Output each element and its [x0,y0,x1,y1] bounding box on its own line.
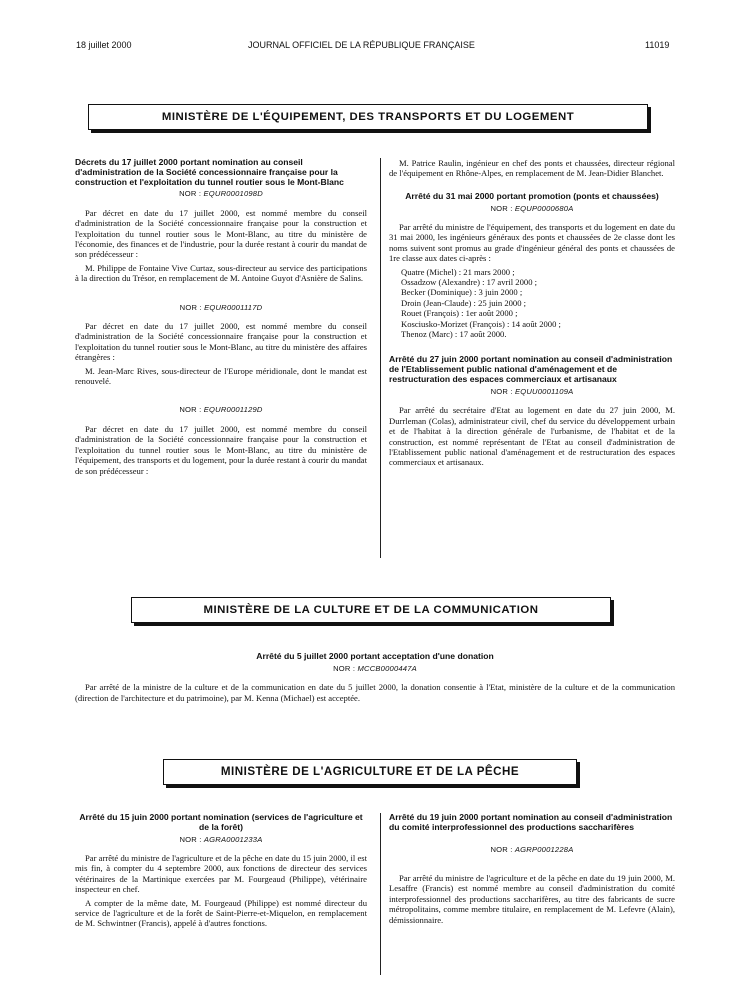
list-item: Becker (Dominique) : 3 juin 2000 ; [401,287,523,298]
list-item: Rouet (François) : 1er août 2000 ; [401,308,518,319]
nor-prefix: NOR : [490,844,513,854]
list-item: Thenoz (Marc) : 17 août 2000. [401,329,507,340]
arrete-heading: Arrêté du 27 juin 2000 portant nomination au conseil d'administration de l'Etablissement public national d'aménagement et de restructuration des espaces commerciaux et artisanaux [389,354,673,385]
equipement-left-column [75,158,367,479]
agriculture-left-column [75,813,367,932]
arrete-heading: Arrêté du 5 juillet 2000 portant acceptation d'une donation [256,651,494,661]
nor-reference [75,405,367,415]
ministry-equipement-title [88,104,648,130]
ministry-agriculture-title-text: MINISTÈRE DE L'AGRICULTURE ET DE LA PÊCHE [220,765,520,778]
nor-reference [75,664,675,674]
ministry-culture-title-text: MINISTÈRE DE LA CULTURE ET DE LA COMMUNICATION [203,604,539,616]
paragraph: M. Patrice Raulin, ingénieur en chef des ponts et chaussées, directeur régional de l'équipement en Rhône-Alpes, en remplacement de M. Jean-Didier Blanchet. [389,158,675,179]
paragraph: A compter de la même date, M. Fourgeaud (Philippe) est nommé directeur du service de l'agriculture et de la forêt de Saint-Pierre-et-Miquelon, en remplacement de M. Schwintner (Francis), appelé à d'autres fonctions. [75,897,367,929]
arrete-heading: Arrêté du 15 juin 2000 portant nomination (services de l'agriculture et de la forêt) [79,812,363,832]
arrete-heading: Arrêté du 31 mai 2000 portant promotion (ponts et chaussées) [405,190,659,201]
promotion-list [389,267,675,340]
nor-reference [389,387,675,397]
paragraph: Par arrêté de la ministre de la culture et de la communication en date du 5 juillet 2000, la donation consentie à l'Etat, ministère de la culture et de la communication (direction de l'architecture et du patrimoine), par M. Kenna (Michael) est acceptée. [75,682,675,703]
page-number: 11019 [645,40,670,50]
paragraph: Par décret en date du 17 juillet 2000, est nommé membre du conseil d'administration de la Société concessionnaire française pour la construction et l'exploitation du tunnel routier sous le Mont-Blanc, au titre du ministère de l'équipement, des transports et du logement, pour la durée restant à courir du mandat de son prédécesseur : [75,423,367,476]
list-item: Droin (Jean-Claude) : 25 juin 2000 ; [401,297,527,308]
nor-prefix: NOR : [490,386,513,396]
paragraph: Par arrêté du ministre de l'équipement, des transports et du logement en date du 31 mai 2000, les ingénieurs généraux des ponts et chaussées de 2e classe dont les noms suivent sont promus au grade d'ingénieur général des ponts et chaussées de 1re classe aux dates ci-après : [389,222,675,264]
column-divider [380,158,381,558]
nor-code: AGRP0001228A [514,844,574,854]
ministry-equipement-title-text: MINISTÈRE DE L'ÉQUIPEMENT, DES TRANSPORTS ET DU LOGEMENT [161,111,575,123]
paragraph: Par décret en date du 17 juillet 2000, est nommé membre du conseil d'administration de la Société concessionnaire française pour la construction et l'exploitation du tunnel routier sous le Mont-Blanc, au titre du ministère de l'économie, des finances et de l'industrie, pour la durée restant à courir du mandat de son prédécesseur : [75,207,367,260]
nor-code: EQUR0001098D [203,189,263,199]
paragraph: Par arrêté du ministre de l'agriculture et de la pêche en date du 15 juin 2000, il est mis fin, à compter du 4 septembre 2000, aux fonctions de directeur des services vétérinaires de la Martinique exercées par M. Fourgeaud (Philippe), vétérinaire inspecteur en chef. [75,853,367,895]
ministry-agriculture-title [163,759,577,785]
nor-code: EQUU0001109A [515,386,574,396]
nor-prefix: NOR : [490,203,513,213]
decree-heading: Décrets du 17 juillet 2000 portant nomination au conseil d'administration de la Société concessionnaire française pour la construction et l'exploitation du tunnel routier sous le Mont-Blanc [75,157,344,187]
list-item: Ossadzow (Alexandre) : 17 avril 2000 ; [401,277,538,288]
paragraph: M. Jean-Marc Rives, sous-directeur de l'Europe méridionale, dont le mandat est renouvelé. [75,365,367,387]
paragraph: Par arrêté du secrétaire d'Etat au logement en date du 27 juin 2000, M. Durrleman (Colas), administrateur civil, chef du service du développement urbain et de l'habitat à la direction générale de l'urbanisme, de l'habitat et de la construction, est nommé représentant de l'Etat au conseil d'administration de l'Etablissement public national d'aménagement et de restructuration des espaces commerciaux et artisanaux. [389,405,675,468]
nor-prefix: NOR : [179,834,202,844]
column-divider [380,813,381,975]
paragraph: M. Philippe de Fontaine Vive Curtaz, sous-directeur au service des participations à la direction du Trésor, en remplacement de M. Antoine Guyot d'Asnière de Salins. [75,262,367,284]
nor-code: EQUP0000680A [514,203,574,213]
culture-section [75,652,675,706]
nor-code: MCCB0000447A [357,663,417,673]
arrete-heading: Arrêté du 19 juin 2000 portant nomination au conseil d'administration du comité interprofessionnel des productions saccharifères [389,812,673,832]
nor-prefix: NOR : [179,189,202,199]
paragraph: Par arrêté du ministre de l'agriculture et de la pêche en date du 19 juin 2000, M. Lesaffre (Francis) est nommé membre au conseil d'administration du comité interprofessionnel des productions saccharifères, au titre des fabricants de sucre métropolitains, comme membre titulaire, en remplacement de M. Lefevre (Alain), démissionnaire. [389,873,675,925]
paragraph: Par décret en date du 17 juillet 2000, est nommé membre du conseil d'administration de la Société concessionnaire française pour la construction et l'exploitation du tunnel routier sous le Mont-Blanc, au titre du ministère des affaires étrangères : [75,321,367,363]
nor-reference [75,189,367,199]
list-item: Quatre (Michel) : 21 mars 2000 ; [401,266,515,277]
ministry-culture-title [131,597,611,623]
nor-code: AGRA0001233A [203,834,263,844]
nor-prefix: NOR : [179,405,202,415]
journal-title: JOURNAL OFFICIEL DE LA RÉPUBLIQUE FRANÇAISE [248,40,475,50]
nor-code: EQUR0001117D [204,302,263,312]
nor-reference [389,845,675,855]
nor-reference [75,835,367,845]
nor-reference [389,204,675,214]
nor-reference [75,303,367,313]
nor-code: EQUR0001129D [203,405,263,415]
list-item: Kosciusko-Morizet (François) : 14 août 2000 ; [401,318,561,329]
header-date: 18 juillet 2000 [76,40,132,50]
nor-prefix: NOR : [333,663,356,673]
agriculture-right-column [389,813,675,928]
nor-prefix: NOR : [179,302,202,312]
equipement-right-column [389,158,675,471]
